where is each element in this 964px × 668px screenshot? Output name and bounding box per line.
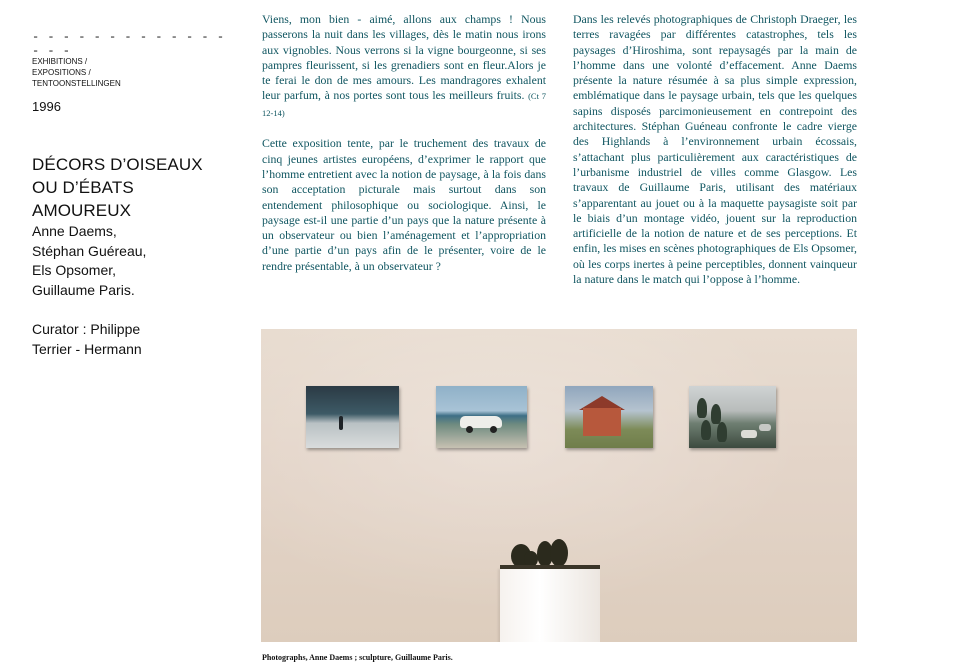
parked-car [741,430,757,438]
exhibition-year: 1996 [32,99,61,114]
artist-name: Els Opsomer, [32,262,117,278]
section-label-line: EXHIBITIONS / [32,57,88,66]
artist-name: Anne Daems, [32,223,117,239]
exhibition-photo [261,329,857,642]
photograph-frame-car [436,386,527,448]
curator-line: Terrier - Hermann [32,340,142,357]
section-label [32,56,232,89]
quote-citation: (Ct 7 12-14) [262,91,546,118]
brick-house [583,408,621,436]
text-column-left [262,12,546,289]
fir-tree [717,422,727,442]
car-wheel [466,426,473,433]
photograph-frame-plaza [306,386,399,448]
parked-car [759,424,771,431]
exhibition-title [32,153,232,222]
section-label-line: TENTOONSTELLINGEN [32,79,121,88]
quote-text: Viens, mon bien - aimé, allons aux champs ! Nous passerons la nuit dans les villages, dès le matin nous irons aux vignobles. Nous verrons si la vigne bourgeonne, si ses pampres fleurissent, si les grenadiers sont en fleur.Alors je te ferai le don de mes amours. Les mandragores exhalent leur parfum, à nos portes sont tous les meilleurs fruits. [262,12,546,103]
white-pedestal [500,569,600,642]
title-line: AMOUREUX [32,201,132,220]
title-line: DÉCORS D’OISEAUX [32,155,203,174]
biblical-quote [262,12,546,121]
curator-credit [32,320,232,359]
photo-caption: Photographs, Anne Daems ; sculpture, Guillaume Paris. [262,653,453,662]
text-column-right [573,12,857,303]
fir-tree [701,420,711,440]
dashed-divider: - - - - - - - - - - - - - - - - [32,30,225,58]
fir-tree [711,404,721,424]
title-line: OU D’ÉBATS [32,178,134,197]
sculpture-foliage [550,539,568,567]
sidebar [32,30,232,359]
photograph-frame-house [565,386,653,448]
artist-name: Stéphan Guéreau, [32,242,147,259]
artist-name: Guillaume Paris. [32,281,135,298]
curator-line: Curator : Philippe [32,321,141,337]
fir-tree [697,398,707,418]
artist-list [32,222,232,300]
walking-figure [339,416,343,430]
artists-paragraph: Dans les relevés photographiques de Christoph Draeger, les terres ravagées par différentes catastrophes, tels les paysages d’Hiroshima, sont repaysagés par la main de l’homme dans une volonté d’effacement. Anne Daems présente la nature résumée à sa plus simple expression, emblématique dans le paysage urbain, tels que les quelques sapins disposés parcimonieusement en contrepoint des architectures. Stéphan Guéneau confronte le cadre vierge des Highlands à l’environnement urbain écossais, s’attachant plus particulièrement aux caractéristiques de l’urbanisme industriel de villes comme Glasgow. Les travaux de Guillaume Paris, utilisant des matériaux s’apparentant au jouet ou à la maquette paysagiste soit par le biais d’un montage vidéo, jouent sur la reproduction artificielle de la notion de nature et de ses perceptions. Et enfin, les mises en scènes photographiques de Els Opsomer, où les corps inertes à peine perceptibles, donnent vainqueur la nature dans le match qui l’oppose à l’homme. [573,12,857,287]
photograph-frame-trees [689,386,776,448]
section-label-line: EXPOSITIONS / [32,68,91,77]
intro-paragraph: Cette exposition tente, par le truchement des travaux de cinq jeunes artistes européens, d’exprimer le rapport que l’homme entretient avec la notion de paysage, à la fois dans son acceptation picturale mais surtout dans son entendement philosophique ou sociologique. Ainsi, le paysage est-il une partie d’un pays que la nature présente à un observateur ou bien l’aménagement et l’appropriation d’une partie d’un pays afin de le présenter, voire de le rendre présentable, à un observateur ? [262,136,546,273]
car-wheel [490,426,497,433]
